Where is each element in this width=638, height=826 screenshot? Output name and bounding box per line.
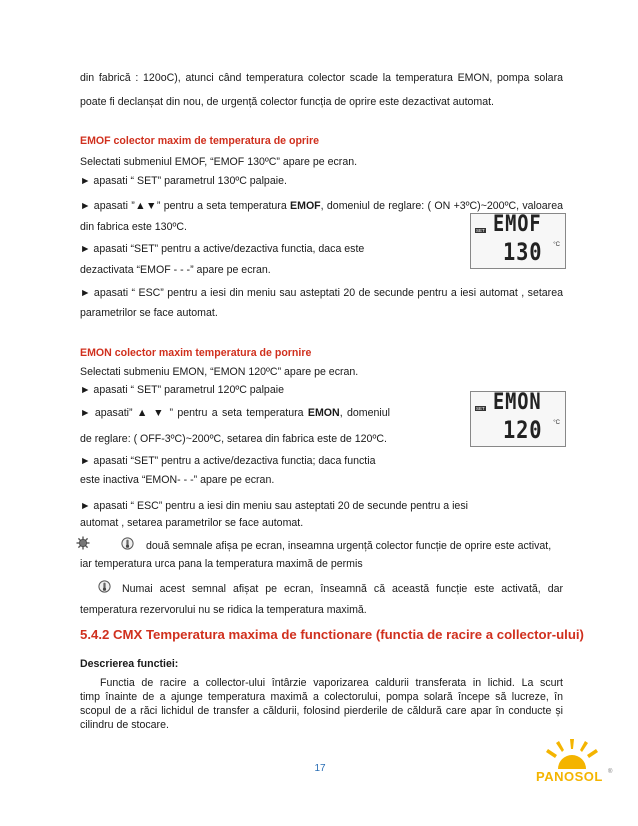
logo-text: PANOSOL	[536, 769, 603, 784]
lcd-top-text: EMON	[493, 390, 542, 415]
sun-gear-icon	[76, 536, 90, 550]
text-line: din fabrică : 120oC), atunci când temperatura colector scade la temperatura EMON, pompa solara	[80, 72, 563, 84]
text-line: parametrilor se face automat.	[80, 307, 218, 319]
section-heading-cmx: 5.4.2 CMX Temperatura maxima de functionare (functia de racire a collector-ului)	[80, 627, 584, 642]
lcd-bottom-text: 120	[503, 416, 543, 444]
text-line: ► apasati “ SET” parametrul 120ºC palpaie	[80, 384, 284, 396]
lcd-unit: °C	[553, 242, 560, 248]
text-line: ► apasati “ ESC” pentru a iesi din meniu sau asteptati 20 de secunde pentru a iesi	[80, 500, 468, 512]
text-line: Functia de racire a collector-ului întârzie vaporizarea caldurii transferata in lichid. La scurt	[100, 677, 563, 689]
lcd-display-emof	[470, 213, 566, 269]
text-line: iar temperatura urca pana la temperatura maximă de permis	[80, 558, 363, 570]
text-line: din fabrica este 130ºC.	[80, 221, 187, 233]
text-line: ► apasati “SET” pentru a active/dezactiva functia, daca este	[80, 243, 365, 255]
text-line: ► apasati “ SET” parametrul 130ºC palpaie.	[80, 175, 287, 187]
text-line: ► apasati” ▲ ▼ ” pentru a seta temperatura EMON, domeniul	[80, 407, 390, 419]
text-line: ► apasati “ ESC” pentru a iesi din meniu sau asteptati 20 de secunde pentru a iesi automat , setarea	[80, 287, 563, 299]
text-line: poate fi declanșat din nou, de urgență colector funcția de oprire este dezactivat automat.	[80, 96, 495, 108]
text-line: ► apasati “SET” pentru a active/dezactiva functia; daca functia	[80, 455, 376, 467]
text-line: dezactivata “EMOF - - -” apare pe ecran.	[80, 264, 271, 276]
text-line: de reglare: ( OFF-3ºC)~200ºC, setarea din fabrica este de 120ºC.	[80, 433, 387, 445]
text-line: este inactiva “EMON- - -” apare pe ecran.	[80, 474, 275, 486]
section-heading-emof: EMOF colector maxim de temperatura de oprire	[80, 135, 320, 147]
text-line: cilindru de stocare.	[80, 719, 169, 731]
text-line: Selectati submeniu EMON, “EMON 120ºC” apare pe ecran.	[80, 366, 359, 378]
section-heading-emon: EMON colector maxim temperatura de pornire	[80, 347, 312, 359]
registered-mark: ®	[608, 769, 613, 775]
text-line: Selectati submeniul EMOF, “EMOF 130ºC” apare pe ecran.	[80, 156, 358, 168]
text-line: Numai acest semnal afișat pe ecran, înseamnă că această funcție este activată, dar	[122, 583, 563, 595]
sun-rays-icon	[532, 735, 612, 795]
thermometer-circle-icon	[121, 537, 134, 550]
subheading-description: Descrierea functiei:	[80, 658, 179, 670]
text-line: automat , setarea parametrilor se face automat.	[80, 517, 304, 529]
text-line: ► apasati ”▲▼” pentru a seta temperatura EMOF, domeniul de reglare: ( ON +3ºC)~200ºC, valoarea	[80, 200, 563, 212]
lcd-bottom-text: 130	[503, 238, 543, 266]
set-indicator: SET	[476, 228, 485, 233]
page-number: 17	[314, 763, 326, 774]
text-line: scopul de a răci lichidul de transfer a căldurii, folosind pierderile de căldură care apar în conducte și	[80, 705, 563, 717]
lcd-display-emon	[470, 391, 566, 447]
panosol-logo	[532, 735, 612, 795]
thermometer-circle-icon	[98, 580, 111, 593]
set-indicator: SET	[476, 406, 485, 411]
lcd-top-text: EMOF	[493, 212, 542, 237]
text-line: două semnale afișa pe ecran, inseamna urgență colector funcție de oprire este activat,	[146, 540, 552, 552]
text-line: timp înainte de a ajunge temperatura maximă a colectorului, pompa solară începe să lucreze, în	[80, 691, 563, 703]
text-line: temperatura rezervorului nu se ridica la temperatura maximă.	[80, 604, 367, 616]
lcd-unit: °C	[553, 420, 560, 426]
